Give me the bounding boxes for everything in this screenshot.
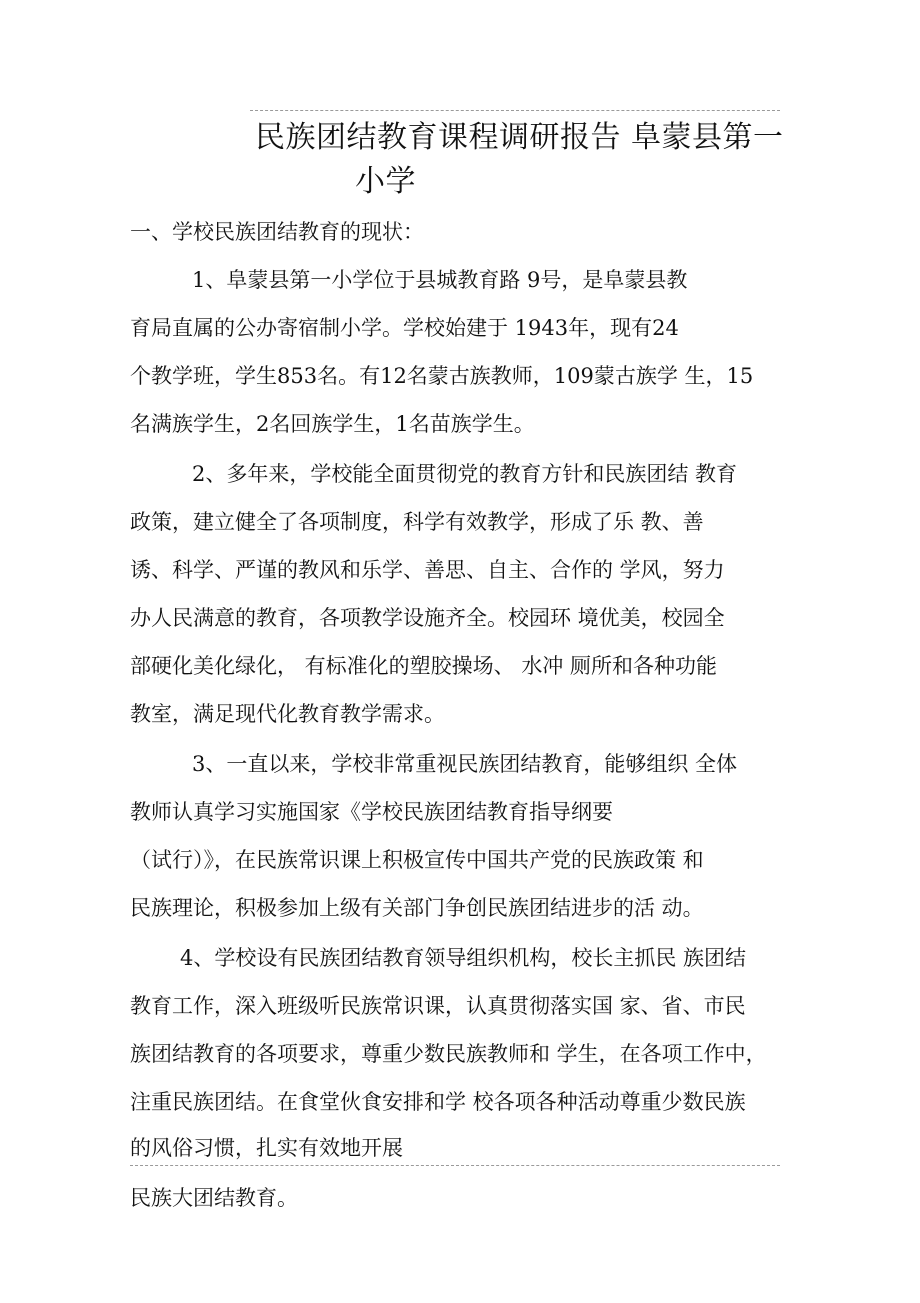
paragraph-3-line-1: 3、一直以来，学校非常重视民族团结教育，能够组织 全体 bbox=[192, 752, 738, 776]
page-break-rule bbox=[130, 1165, 780, 1166]
paragraph-1-line-3: 个教学班，学生853名。有12名蒙古族教师，109蒙古族学 生，15 bbox=[130, 364, 754, 388]
paragraph-1-line-1: 1、阜蒙县第一小学位于县城教育路 9号，是阜蒙县教 bbox=[192, 268, 688, 292]
paragraph-3-line-2: 教师认真学习实施国家《学校民族团结教育指导纲要 bbox=[130, 800, 613, 824]
section-heading: 一、学校民族团结教育的现状： bbox=[130, 220, 424, 244]
paragraph-3-line-3: （试行）》，在民族常识课上积极宣传中国共产党的民族政策 和 bbox=[130, 848, 704, 872]
report-title-line-1: 民族团结教育课程调研报告 阜蒙县第一 bbox=[255, 120, 784, 155]
paragraph-2-line-1: 2、多年来，学校能全面贯彻党的教育方针和民族团结 教育 bbox=[192, 462, 738, 486]
paragraph-1-line-2: 育局直属的公办寄宿制小学。学校始建于 1943年，现有24 bbox=[130, 316, 679, 340]
paragraph-2-line-4: 办人民满意的教育，各项教学设施齐全。校园环 境优美，校园全 bbox=[130, 606, 725, 630]
paragraph-4-line-5: 的风俗习惯，扎实有效地开展 bbox=[130, 1136, 403, 1160]
paragraph-4-line-2: 教育工作，深入班级听民族常识课，认真贯彻落实国 家、省、市民 bbox=[130, 994, 746, 1018]
header-rule bbox=[250, 110, 780, 111]
report-title-line-2: 小学 bbox=[355, 164, 416, 199]
paragraph-2-line-2: 政策，建立健全了各项制度，科学有效教学，形成了乐 教、善 bbox=[130, 510, 704, 534]
paragraph-2-line-5: 部硬化美化绿化， 有标准化的塑胶操场、 水冲 厕所和各种功能 bbox=[130, 654, 718, 678]
paragraph-2-line-6: 教室，满足现代化教育教学需求。 bbox=[130, 702, 445, 726]
paragraph-3-line-4: 民族理论，积极参加上级有关部门争创民族团结进步的活 动。 bbox=[130, 896, 704, 920]
paragraph-4-line-4: 注重民族团结。在食堂伙食安排和学 校各项各种活动尊重少数民族 bbox=[130, 1090, 746, 1114]
continuation-line: 民族大团结教育。 bbox=[130, 1186, 298, 1210]
paragraph-2-line-3: 诱、科学、严谨的教风和乐学、善思、自主、合作的 学风，努力 bbox=[130, 558, 725, 582]
paragraph-4-line-1: 4、学校设有民族团结教育领导组织机构，校长主抓民 族团结 bbox=[180, 946, 747, 970]
paragraph-1-line-4: 名满族学生，2名回族学生，1名苗族学生。 bbox=[130, 412, 535, 436]
paragraph-4-line-3: 族团结教育的各项要求，尊重少数民族教师和 学生，在各项工作中， bbox=[130, 1042, 767, 1066]
